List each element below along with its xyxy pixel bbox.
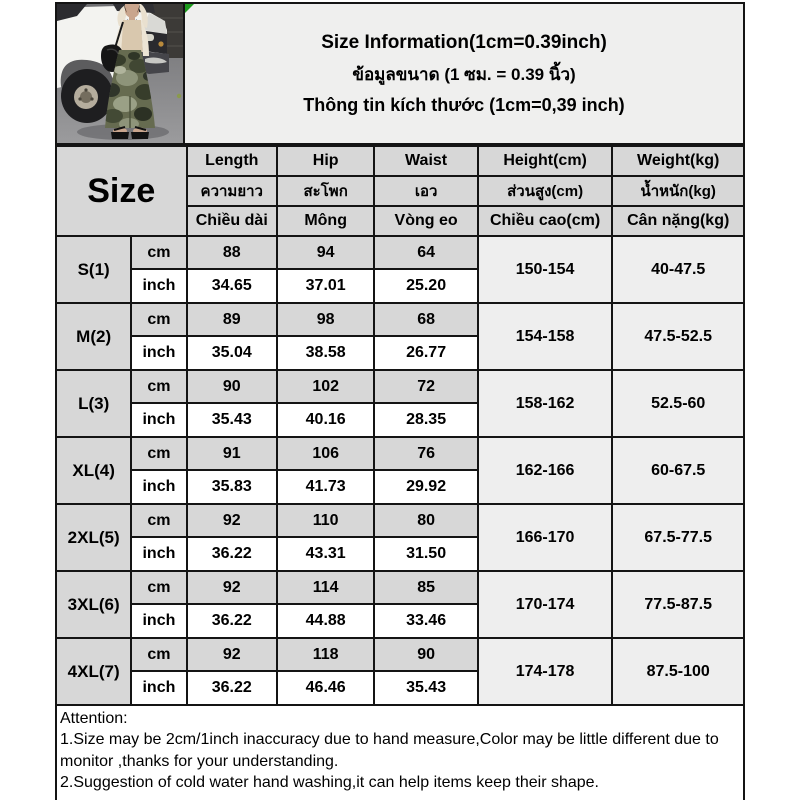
size-label-cell: 4XL(7)	[56, 638, 131, 705]
measurement-cell: 36.22	[187, 671, 277, 705]
measurement-cell: 26.77	[374, 336, 477, 370]
unit-cell: cm	[131, 303, 186, 336]
measurement-cell: 94	[277, 236, 374, 269]
van-wheel	[61, 69, 113, 123]
unit-cell: inch	[131, 269, 186, 303]
weight-cell: 40-47.5	[612, 236, 744, 303]
header-weight-th: น้ำหนัก(kg)	[612, 176, 744, 206]
size-header-cell: Size	[56, 146, 187, 236]
measurement-cell: 37.01	[277, 269, 374, 303]
weight-cell: 47.5-52.5	[612, 303, 744, 370]
unit-cell: cm	[131, 571, 186, 604]
measurement-cell: 31.50	[374, 537, 477, 571]
measurement-cell: 110	[277, 504, 374, 537]
measurement-cell: 92	[187, 504, 277, 537]
header-weight-en: Weight(kg)	[612, 146, 744, 176]
weight-cell: 52.5-60	[612, 370, 744, 437]
measurement-cell: 72	[374, 370, 477, 403]
title-vietnamese: Thông tin kích thước (1cm=0,39 inch)	[303, 94, 625, 115]
size-label-cell: 2XL(5)	[56, 504, 131, 571]
measurement-cell: 98	[277, 303, 374, 336]
measurement-cell: 25.20	[374, 269, 477, 303]
title-box	[183, 2, 745, 145]
unit-cell: inch	[131, 671, 186, 705]
header-length-en: Length	[187, 146, 277, 176]
measurement-cell: 41.73	[277, 470, 374, 504]
height-cell: 154-158	[478, 303, 613, 370]
header-hip-vi: Mông	[277, 206, 374, 236]
product-photo	[55, 2, 185, 145]
size-label-cell: M(2)	[56, 303, 131, 370]
header-length-vi: Chiều dài	[187, 206, 277, 236]
measurement-cell: 28.35	[374, 403, 477, 437]
unit-cell: cm	[131, 638, 186, 671]
header-height-th: ส่วนสูง(cm)	[478, 176, 613, 206]
header-waist-en: Waist	[374, 146, 477, 176]
header-weight-vi: Cân nặng(kg)	[612, 206, 744, 236]
unit-cell: cm	[131, 370, 186, 403]
photo-illustration	[57, 4, 183, 143]
measurement-cell: 90	[187, 370, 277, 403]
unit-cell: cm	[131, 236, 186, 269]
attention-note-2: 2.Suggestion of cold water hand washing,it can help items keep their shape.	[60, 773, 599, 791]
measurement-cell: 76	[374, 437, 477, 470]
height-cell: 150-154	[478, 236, 613, 303]
measurement-cell: 80	[374, 504, 477, 537]
measurement-cell: 90	[374, 638, 477, 671]
measurement-cell: 44.88	[277, 604, 374, 638]
title-thai: ข้อมูลขนาด (1 ซม. = 0.39 นิ้ว)	[352, 64, 576, 84]
weight-cell: 87.5-100	[612, 638, 744, 705]
weight-cell: 67.5-77.5	[612, 504, 744, 571]
measurement-cell: 29.92	[374, 470, 477, 504]
attention-notes	[55, 704, 745, 800]
measurement-cell: 40.16	[277, 403, 374, 437]
header-hip-en: Hip	[277, 146, 374, 176]
measurement-cell: 85	[374, 571, 477, 604]
size-label-cell: S(1)	[56, 236, 131, 303]
measurement-cell: 34.65	[187, 269, 277, 303]
header-height-vi: Chiều cao(cm)	[478, 206, 613, 236]
measurement-cell: 35.83	[187, 470, 277, 504]
measurement-cell: 38.58	[277, 336, 374, 370]
measurement-cell: 64	[374, 236, 477, 269]
unit-cell: cm	[131, 504, 186, 537]
measurement-cell: 114	[277, 571, 374, 604]
measurement-cell: 92	[187, 638, 277, 671]
green-corner-marker-icon	[185, 4, 194, 13]
unit-cell: inch	[131, 336, 186, 370]
measurement-cell: 35.43	[374, 671, 477, 705]
measurement-cell: 106	[277, 437, 374, 470]
header-waist-vi: Vòng eo	[374, 206, 477, 236]
measurement-cell: 33.46	[374, 604, 477, 638]
tank-top	[121, 20, 143, 52]
weight-cell: 77.5-87.5	[612, 571, 744, 638]
attention-note-1: 1.Size may be 2cm/1inch inaccuracy due to hand measure,Color may be little different due to monitor ,thanks for your understanding.	[60, 731, 719, 770]
measurement-cell: 68	[374, 303, 477, 336]
measurement-cell: 88	[187, 236, 277, 269]
unit-cell: inch	[131, 470, 186, 504]
size-label-cell: XL(4)	[56, 437, 131, 504]
measurement-cell: 46.46	[277, 671, 374, 705]
header-length-th: ความยาว	[187, 176, 277, 206]
measurement-cell: 36.22	[187, 604, 277, 638]
measurement-cell: 92	[187, 571, 277, 604]
attention-heading: Attention:	[60, 710, 128, 727]
title-english: Size Information(1cm=0.39inch)	[321, 31, 607, 53]
measurement-cell: 89	[187, 303, 277, 336]
height-cell: 170-174	[478, 571, 613, 638]
size-label-cell: 3XL(6)	[56, 571, 131, 638]
header-waist-th: เอว	[374, 176, 477, 206]
header-hip-th: สะโพก	[277, 176, 374, 206]
height-cell: 166-170	[478, 504, 613, 571]
measurement-cell: 35.43	[187, 403, 277, 437]
unit-cell: inch	[131, 604, 186, 638]
measurement-cell: 91	[187, 437, 277, 470]
measurement-cell: 35.04	[187, 336, 277, 370]
measurement-cell: 36.22	[187, 537, 277, 571]
measurement-cell: 43.31	[277, 537, 374, 571]
size-table	[55, 145, 745, 706]
unit-cell: cm	[131, 437, 186, 470]
height-cell: 174-178	[478, 638, 613, 705]
header-height-en: Height(cm)	[478, 146, 613, 176]
measurement-cell: 118	[277, 638, 374, 671]
measurement-cell: 102	[277, 370, 374, 403]
unit-cell: inch	[131, 403, 186, 437]
unit-cell: inch	[131, 537, 186, 571]
size-label-cell: L(3)	[56, 370, 131, 437]
height-cell: 162-166	[478, 437, 613, 504]
height-cell: 158-162	[478, 370, 613, 437]
weight-cell: 60-67.5	[612, 437, 744, 504]
